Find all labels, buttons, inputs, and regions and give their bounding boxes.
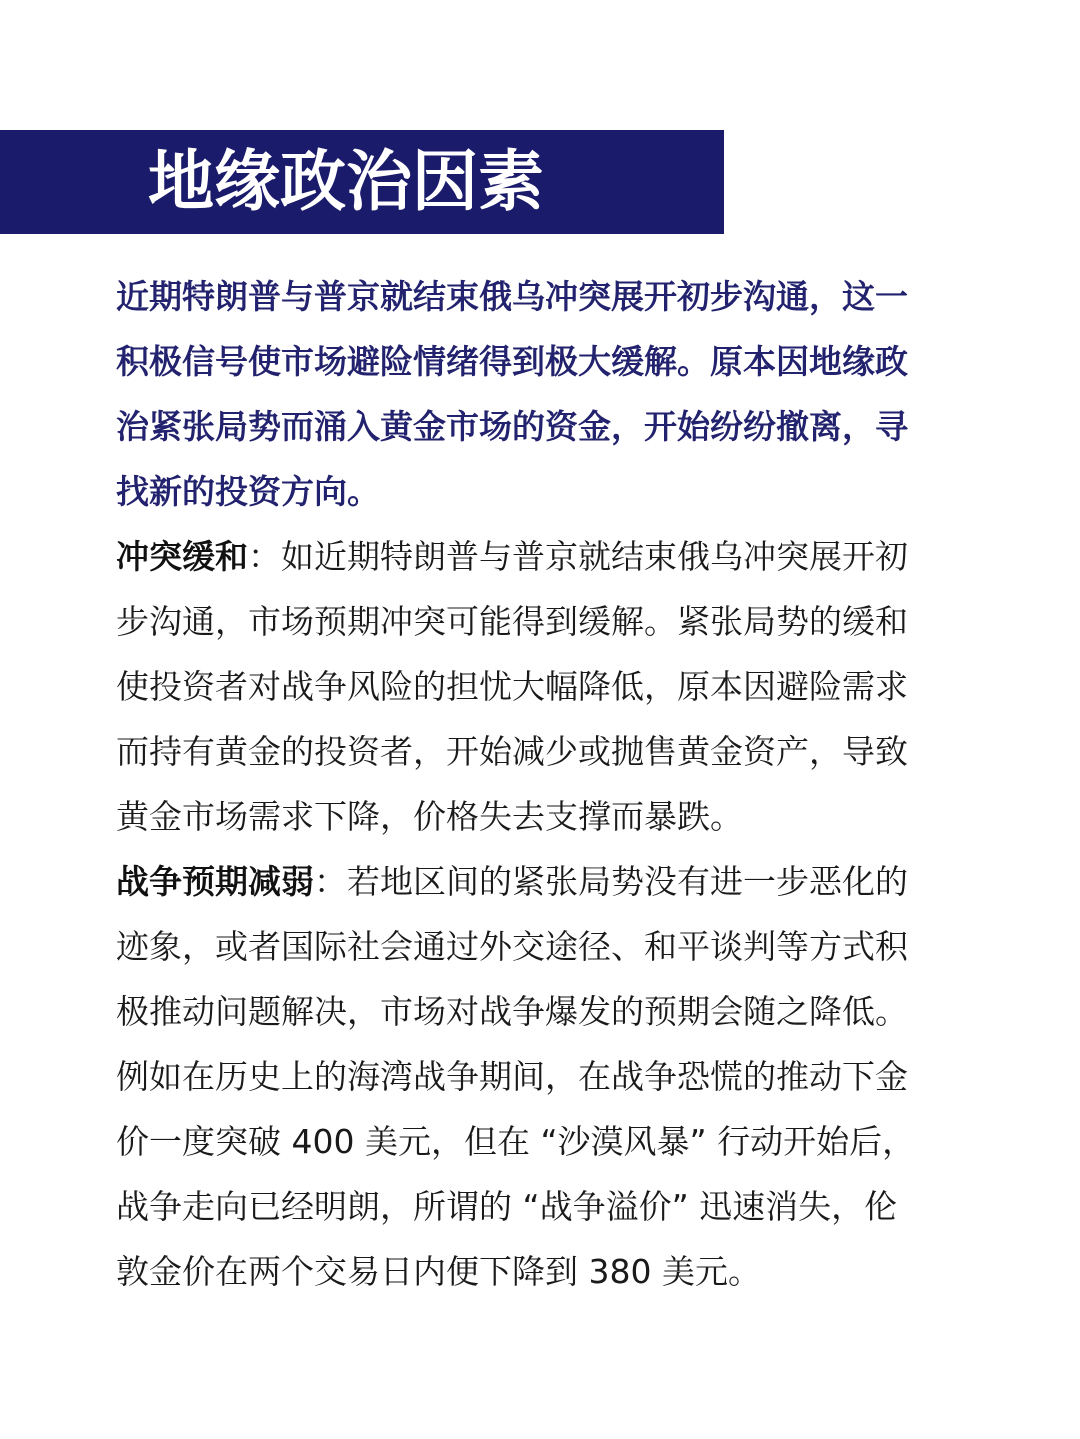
section-body: 若地区间的紧张局势没有进一步恶化的迹象，或者国际社会通过外交途径、和平谈判等方式积极推动问题解决，市场对战争爆发的预期会随之降低。例如在历史上的海湾战争期间，在战争恐慌的推动下金价一度突破 400 美元，但在 “沙漠风暴” 行动开始后，战争走向已经明朗，所谓的 “战争溢价” 迅速消失，伦敦金价在两个交易日内便下降到 380 美元。 [116, 862, 916, 1291]
section-colon: ： [314, 862, 347, 901]
section-term: 冲突缓和 [116, 537, 248, 576]
page-title: 地缘政治因素 [148, 143, 544, 220]
section-war-expectation [116, 849, 916, 1304]
section-conflict-easing [116, 524, 916, 849]
article-content [116, 264, 916, 1304]
section-term: 战争预期减弱 [116, 862, 314, 901]
title-bar [0, 130, 724, 234]
intro-paragraph: 近期特朗普与普京就结束俄乌冲突展开初步沟通，这一积极信号使市场避险情绪得到极大缓解。原本因地缘政治紧张局势而涌入黄金市场的资金，开始纷纷撤离，寻找新的投资方向。 [116, 277, 908, 511]
section-body: 如近期特朗普与普京就结束俄乌冲突展开初步沟通，市场预期冲突可能得到缓解。紧张局势的缓和使投资者对战争风险的担忧大幅降低，原本因避险需求而持有黄金的投资者，开始减少或抛售黄金资产，导致黄金市场需求下降，价格失去支撑而暴跌。 [116, 537, 908, 836]
section-colon: ： [248, 537, 281, 576]
